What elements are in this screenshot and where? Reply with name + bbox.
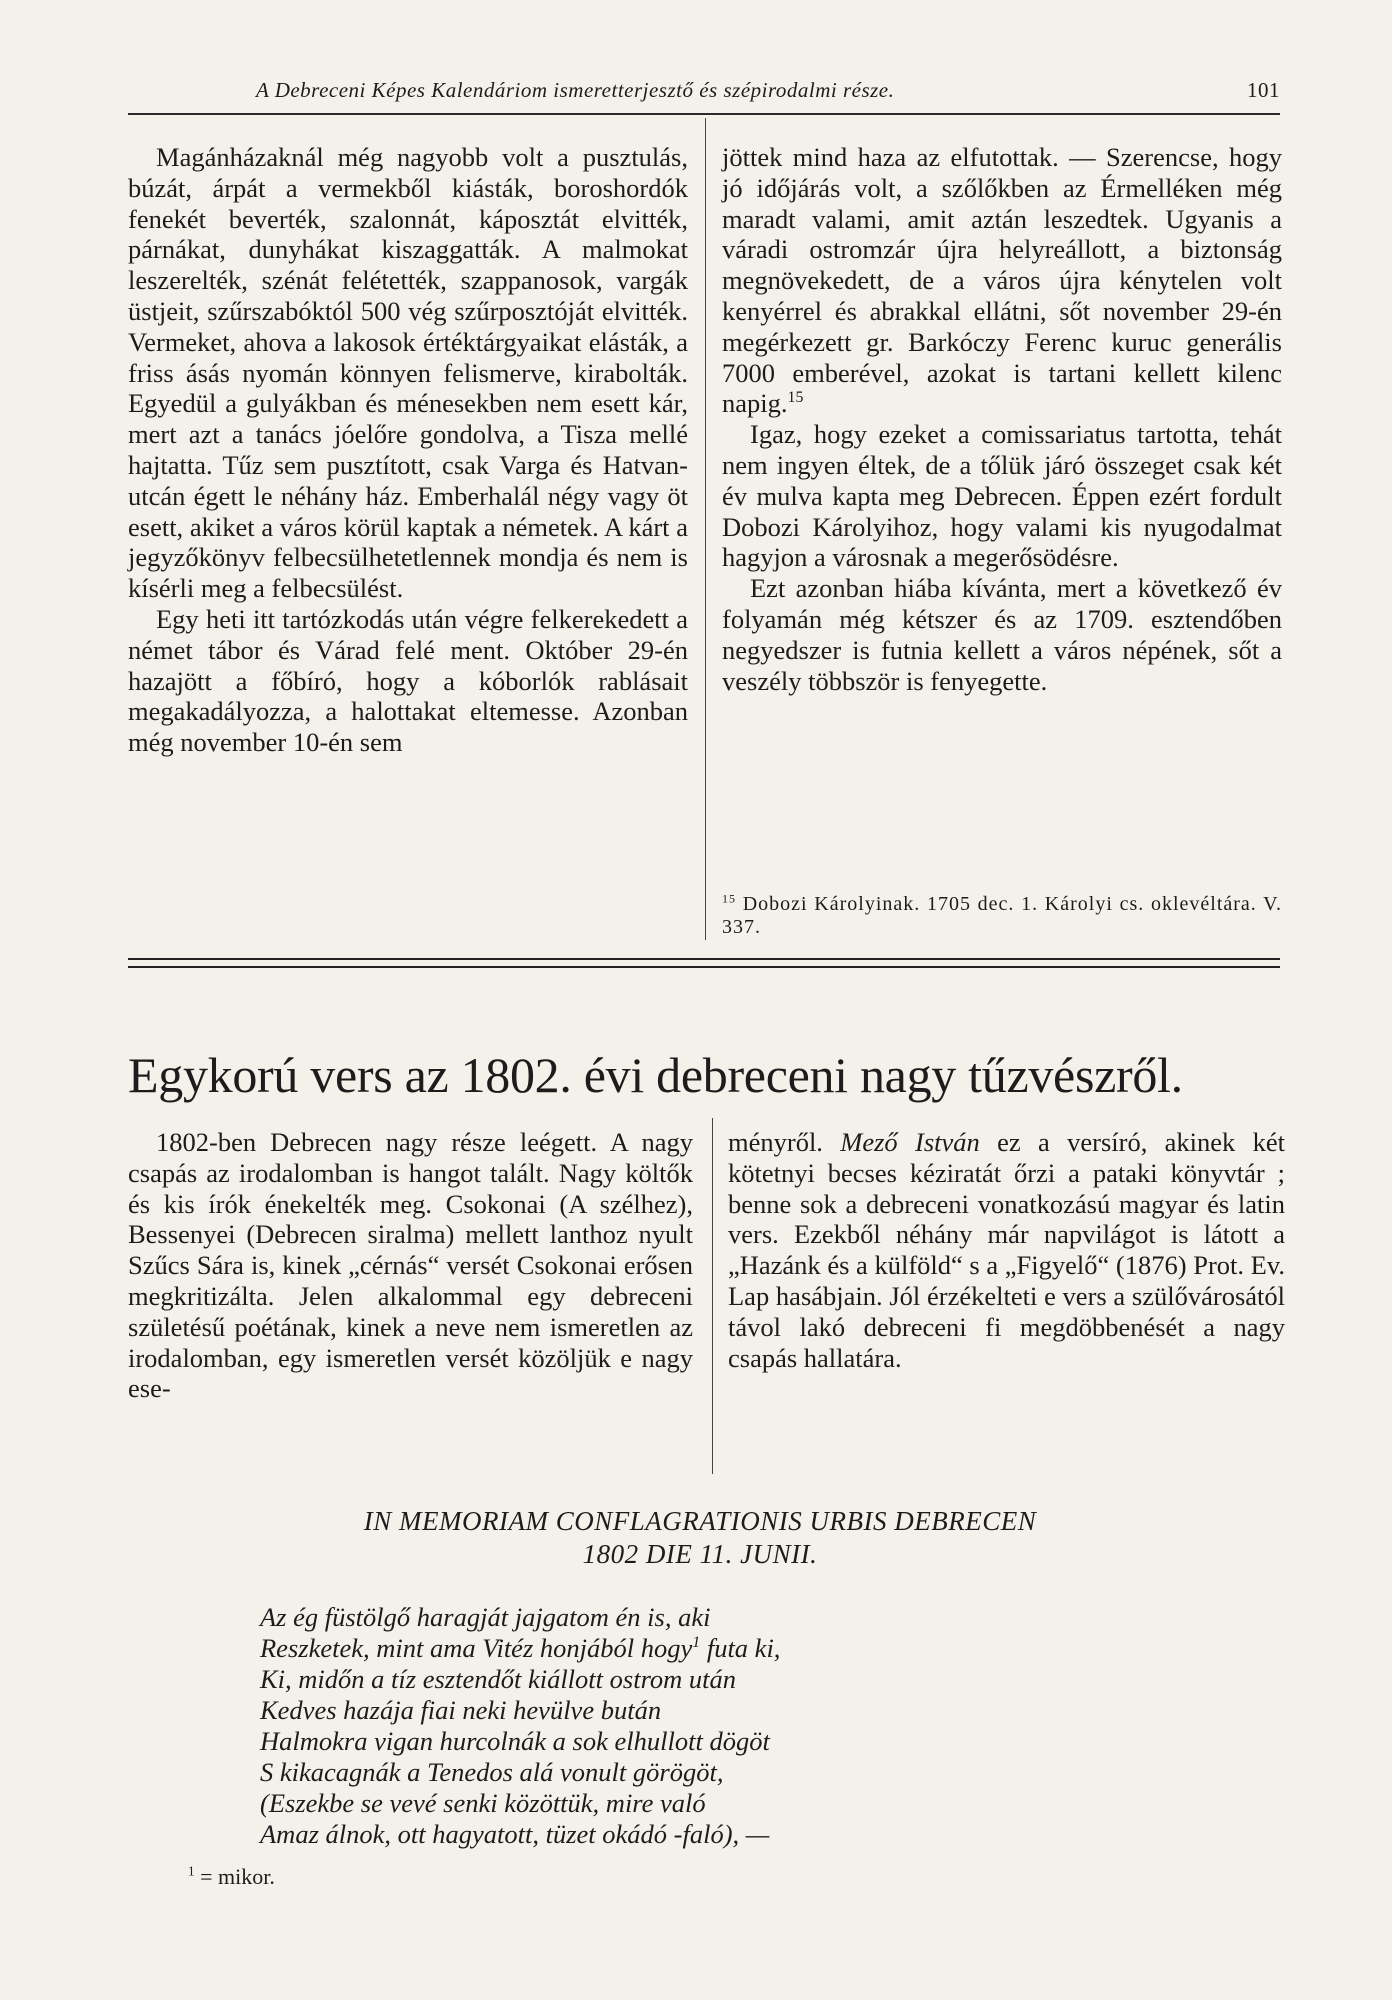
poem-line: Amaz álnok, ott hagyatott, tüzet okádó ‑faló), — — [260, 1819, 770, 1849]
paragraph — [722, 142, 1282, 419]
column-divider — [712, 1118, 713, 1474]
paragraph-text: ez a versíró, akinek két kötetnyi becses kéziratát őrzi a pataki könyvtár ; benne sok a debreceni vonatkozású magyar és latin vers. Ezekből néhány már napvilágot is látott a „Hazánk és a külföld“ s a „Figyelő“ (1876) Prot. Ev. Lap hasábjain. Jól érzékelteti e vers a szülővárosától távol lakó debreceni fi megdöbbenését a nagy csapás hallatára. — [728, 1127, 1286, 1373]
footnote-number: 15 — [722, 891, 736, 906]
poem-line: Ki, midőn a tíz esztendőt kiállott ostrom után — [260, 1664, 737, 1694]
poem-line: S kikacagnák a Tenedos alá vonult görögöt, — [260, 1757, 724, 1787]
article-right-column — [728, 1127, 1285, 1373]
author-name: Mező István — [840, 1127, 980, 1157]
paragraph-text: jöttek mind haza az elfutottak. — Szerencse, hogy jó időjárás volt, a szőlőkben az Érmelléken még maradt valami, amit aztán leszedtek. Ugyanis a váradi ostromzár újra helyreállott, a biztonság megnövekedett, de a város újra kénytelen volt kenyérrel és abrakkal ellátni, sőt november 29-én megérkezett gr. Barkóczy Ferenc kuruc generális 7000 emberével, azokat is tartani kellett kilenc napig. — [722, 142, 1282, 419]
footnote-text: Dobozi Károlyinak. 1705 dec. 1. Károlyi cs. oklevéltára. V. 337. — [722, 893, 1282, 938]
page-number: 101 — [1247, 78, 1280, 102]
poem-heading — [200, 1505, 1200, 1571]
header-rule — [128, 113, 1280, 115]
footnote-mark: 1 — [188, 1863, 195, 1879]
footnote-ref: 15 — [787, 389, 804, 407]
running-title: A Debreceni Képes Kalendáriom ismeretterjesztő és szépirodalmi része. — [256, 78, 895, 102]
footnote-text: = mikor. — [200, 1864, 275, 1889]
paragraph — [728, 1127, 1285, 1373]
poem-line: Kedves hazája fiai neki hevülve bután — [260, 1695, 662, 1725]
paragraph: Magánházaknál még nagyobb volt a pusztulás, búzát, árpát a vermekből kiásták, boroshordók fenekét beverték, szalonnát, káposztát elvitték, párnákat, dunyhákat kiszaggatták. A malmokat leszerelték, szénát felétették, szappanosok, vargák üstjeit, szűrszabóktól 500 vég szűrposztóját elvitték. Vermeket, ahova a lakosok értéktárgyaikat elásták, a friss ásás nyomán könnyen felismerve, kirabolták. Egyedül a gulyákban és ménesekben nem esett kár, mert azt a tanács jóelőre gondolva, a Tisza mellé hajtatta. Tűz sem pusztított, csak Varga és Hatvan-utcán égett le néhány ház. Emberhalál négy vagy öt esett, akiket a város körül kaptak a németek. A kárt a jegyzőkönyv felbecsülhetetlennek mondja és nem is kísérli meg a felbecsülést. — [128, 142, 688, 604]
poem-line: Halmokra vigan hurcolnák a sok elhullott dögöt — [260, 1726, 770, 1756]
paragraph-text: ményről. — [728, 1127, 823, 1157]
poem-heading-line: 1802 DIE 11. JUNII. — [582, 1539, 818, 1569]
poem-line-text: Reszketek, mint ama Vitéz honjából hogy — [260, 1633, 693, 1663]
poem-line — [260, 1633, 1060, 1664]
article-left-column — [128, 1127, 693, 1404]
section-rule-top — [128, 958, 1280, 960]
poem-heading-line: IN MEMORIAM CONFLAGRATIONIS URBIS DEBRECEN — [363, 1506, 1037, 1536]
section-rule-bottom — [128, 966, 1280, 968]
article-title: Egykorú vers az 1802. évi debreceni nagy tűzvészről. — [128, 1047, 1183, 1103]
poem-line-text: futa ki, — [700, 1633, 781, 1663]
footnote-ref: 1 — [692, 1634, 701, 1652]
paragraph: Egy heti itt tartózkodás után végre felkerekedett a német tábor és Várad felé ment. Október 29-én hazajött a főbíró, hogy a kóborlók rablásait megakadályozza, a halottakat eltemesse. Azonban még november 10-én sem — [128, 603, 688, 758]
poem-line: (Eszekbe se vevé senki közöttük, mire való — [260, 1788, 706, 1818]
paragraph: Ezt azonban hiába kívánta, mert a következő év folyamán még kétszer és az 1709. esztendőben negyedszer is futnia kellett a város népének, sőt a veszély többször is fenyegette. — [722, 573, 1282, 696]
paragraph: 1802-ben Debrecen nagy része leégett. A nagy csapás az irodalomban is hangot talált. Nagy költők és kis írók énekelték meg. Csokonai (A szélhez), Bessenyei (Debrecen siralma) mellett lanthoz nyult Szűcs Sára is, kinek „cérnás“ versét Csokonai erősen megkritizálta. Jelen alkalommal egy debreceni születésű poétának, kinek a neve nem ismeretlen az irodalomban, egy ismeretlen versét közöljük e nagy ese- — [128, 1127, 693, 1404]
column-divider — [705, 118, 706, 940]
section1-left-column — [128, 142, 688, 758]
paragraph: Igaz, hogy ezeket a comissariatus tartotta, tehát nem ingyen éltek, de a tőlük járó összeget csak két év mulva kapta meg Debrecen. Éppen ezért fordult Dobozi Károlyihoz, hogy valami kis nyugodalmat hagyjon a városnak a megerősödésre. — [722, 419, 1282, 573]
poem — [260, 1602, 1060, 1850]
poem-footnote — [188, 1864, 275, 1890]
poem-line: Az ég füstölgő haragját jajgatom én is, aki — [260, 1602, 711, 1632]
footnote — [722, 893, 1282, 939]
section1-right-column — [722, 142, 1282, 696]
